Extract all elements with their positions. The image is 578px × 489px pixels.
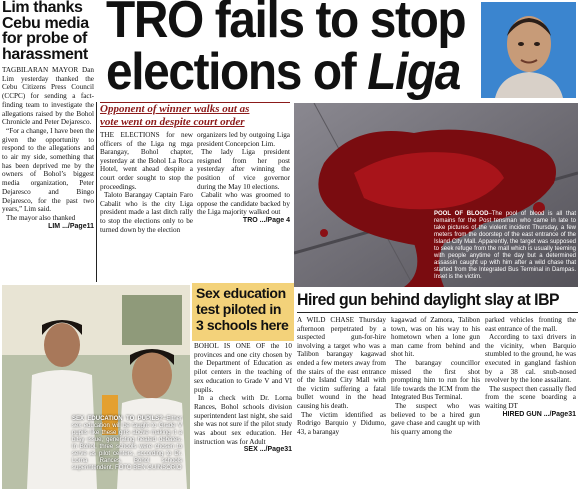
sidebar-paragraph: TAGBILARAN MAYOR Dan Lim yesterday thanked the Cebu Citizens Press Council (CCPC) for sending a fact-finding team to investigate the allegations raised by the Bohol Chronicle and Peter Dejaresco. [2,66,94,127]
students-photo-caption: SEX EDUCATION TO PUPILS?–Either sex education will be taught to Grade V pupils like these girls above making it a bitsy issue, generating heated debates. In Bohol, three schools were chosen to serve as pilot centers, according to Dr. Lorna Rances, Bohol schools superintendent. FOTO BEN GUINSORIO [72,416,182,471]
sidebar-headline-line: Cebu media [2,14,89,32]
hired-gun-paragraph: A WILD CHASE Thursday afternoon perpetrated by a suspected gun-for-hire involving a target who was a Talibon barangay kagawad ended a few meters away from the stairs of the east entrance of the Island City Mall with the victim suffering a fatal bullet wound in the head causing his death. [297,316,386,410]
lead-headline [106,0,466,101]
sidebar-headline-line: harassment [2,45,88,63]
liga-paragraph: organizers led by outgoing Liga president Concepcion Lim. [197,131,290,148]
hired-gun-col1 [297,316,386,436]
hired-gun-col2 [391,316,480,436]
sex-ed-jump: SEX .../Page31 [243,446,292,454]
sidebar-headline-line: for probe of [2,30,87,47]
column-divider [96,102,97,282]
students-photo [2,285,190,489]
sex-ed-body [194,342,292,455]
victim-inset-photo [481,2,576,98]
lead-headline-line2: elections of Liga [106,43,461,101]
liga-paragraph: Cabalit who was groomed to oppose the candidate backed by the Liga majority walked out [197,191,290,217]
liga-col2 [197,131,290,226]
sidebar-headline-line: Lim thanks [2,0,83,16]
sidebar-body [2,66,94,231]
liga-jump: TRO .../Page 4 [242,216,290,224]
liga-paragraph: Taloto Barangay Captain Faro Cabalit who is the city Liga president made a last ditch rally to stop the elections only to be turned down by the election [100,191,193,234]
liga-subhead [100,102,290,129]
hired-gun-paragraph: The suspect who was believed to be a hired gun gave chase and caught up with his quarry among the [391,401,480,436]
sidebar-headline [2,0,102,62]
blood-pool-photo [294,103,578,287]
portrait-icon [481,2,576,98]
liga-subhead-line: vote went on despite court order [100,116,245,128]
hired-gun-rule [297,312,578,313]
hired-gun-paragraph: According to taxi drivers in the vicinity, when Barquio stumbled to the ground, he was executed in gangland fashion by a 38 cal. snub-nosed revolver by the lone assailant. [485,333,576,385]
sidebar-paragraph: “For a change, I have been the given the opportunity to respond to the allegations and to air my side, something that has been deprived me by the owners of Bohol’s biggest media organization, Peter Dejaresco and Bingo Dejaresco, for the past two years,” Lim said. [2,126,94,214]
sex-ed-headline: Sex education test piloted in 3 schools here [196,285,289,333]
hired-gun-paragraph: The suspect then casually fled from the scene boarding a waiting DT [485,384,576,410]
hired-gun-col3 [485,316,576,419]
hired-gun-headline: Hired gun behind daylight slay at IBP [297,290,560,309]
lead-headline-line1: TRO fails to stop [106,0,466,49]
liga-col1 [100,131,193,234]
liga-paragraph: The lady Liga president resigned from her post yesterday after winning the position of vice governor during the May 10 elections. [197,148,290,191]
sex-ed-headline-box [192,283,294,341]
sex-ed-paragraph: BOHOL IS ONE OF the 10 provinces and one city chosen by the Department of Education as pilot centers in the teaching of sex education to Grade V and VI pupils. [194,342,292,394]
hired-gun-paragraph: kagawad of Zamora, Talibon town, was on his way to his hometown when a lone gun man came from behind and shot hit. [391,316,480,359]
sex-ed-paragraph: In a check with Dr. Lorna Rances, Bohol schools division superintendent last night, she said she was not sure if the pilot study was about sex education. Her instruction was for Adult [194,394,292,446]
sidebar-jump: LIM .../Page11 [48,222,94,230]
hired-gun-paragraph: The barangay councillor missed the first shot prompting him to run for his life towards the ICM from the Integrated Bus Terminal. [391,358,480,402]
hired-gun-jump: HIRED GUN .../Page31 [502,410,576,418]
sidebar-paragraph: The mayor also thanked [6,213,76,222]
liga-subhead-line: Opponent of winner walks out as [100,103,250,115]
hired-gun-paragraph: parked vehicles fronting the east entrance of the mall. [485,316,576,333]
hired-gun-paragraph: The victim identified as Rodrigo Barquio y Didumo, 43, a barangay [297,410,386,436]
liga-paragraph: THE ELECTIONS for new officers of the Liga ng mga Barangay, Bohol chapter, yesterday at the Bohol La Roca Hotel, went ahead despite a court order sought to stop the proceedings. [100,131,193,191]
blood-photo-caption: POOL OF BLOOD–The pool of blood is all that remains for the Post tensman who came in late to take pictures of the violent incident Thursday, a few meters from the doorstep of the east entrance of the Island City Mall. Apparently, the target was supposed to seek refuge from the mall which is usually teeming with people anytime of the day but a determined assassin caught up with him after a wild chase that started from the Integrated Bus Terminal in Dampas. Inset is the victim. [434,211,576,280]
